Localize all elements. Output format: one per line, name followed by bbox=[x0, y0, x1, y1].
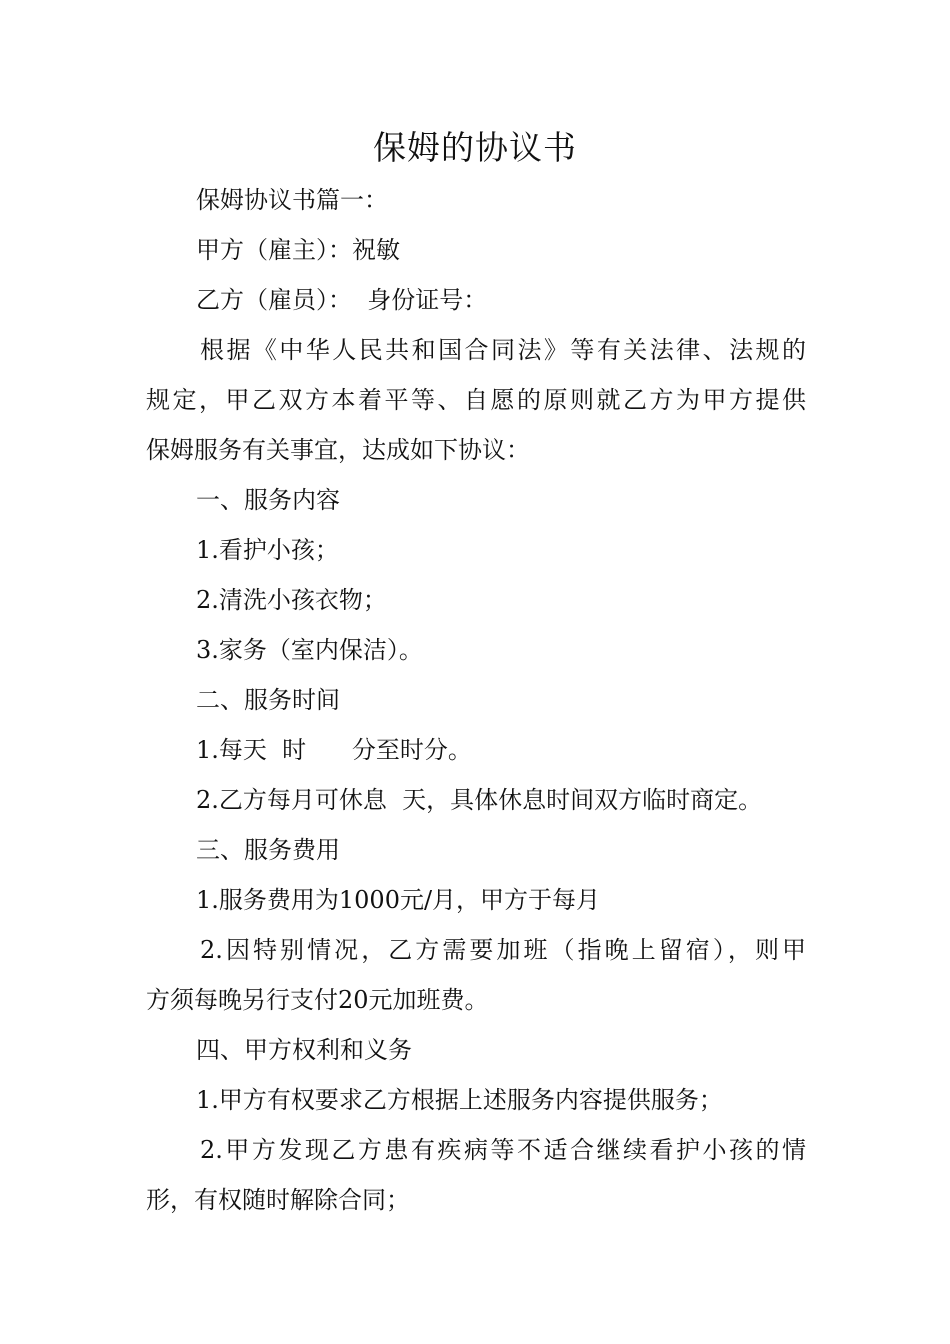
service-fee-item-1: 1.服务费用为1000元/月，甲方于每月 bbox=[196, 886, 601, 914]
service-content-item-2: 2.清洗小孩衣物； bbox=[196, 586, 387, 614]
section-heading-party-a-rights: 四、甲方权利和义务 bbox=[196, 1036, 412, 1064]
service-fee-item-2-line-2: 方须每晚另行支付20元加班费。 bbox=[146, 986, 489, 1014]
document-title: 保姆的协议书 bbox=[373, 128, 577, 167]
service-fee-item-2-line-1: 2.因特别情况，乙方需要加班（指晚上留宿），则甲 bbox=[200, 936, 806, 964]
party-a-rights-item-2-line-2: 形，有权随时解除合同； bbox=[146, 1186, 410, 1214]
section-heading-service-fee: 三、服务费用 bbox=[196, 836, 340, 864]
party-a-line: 甲方（雇主）：祝敏 bbox=[196, 236, 400, 264]
preamble-line-3: 保姆服务有关事宜，达成如下协议： bbox=[146, 436, 530, 464]
section-heading-service-content: 一、服务内容 bbox=[196, 486, 340, 514]
party-b-line: 乙方（雇员）： 身份证号： bbox=[196, 286, 488, 314]
service-content-item-1: 1.看护小孩； bbox=[196, 536, 339, 564]
preamble-line-1: 根据《中华人民共和国合同法》等有关法律、法规的 bbox=[200, 336, 806, 364]
section-heading-part-one: 保姆协议书篇一： bbox=[196, 186, 388, 214]
service-time-item-2: 2.乙方每月可休息 天，具体休息时间双方临时商定。 bbox=[196, 786, 763, 814]
service-content-item-3: 3.家务（室内保洁）。 bbox=[196, 636, 423, 664]
party-a-rights-item-2-line-1: 2.甲方发现乙方患有疾病等不适合继续看护小孩的情 bbox=[200, 1136, 806, 1164]
party-a-rights-item-1: 1.甲方有权要求乙方根据上述服务内容提供服务； bbox=[196, 1086, 723, 1114]
service-time-item-1: 1.每天 时 分至时分。 bbox=[196, 736, 472, 764]
section-heading-service-time: 二、服务时间 bbox=[196, 686, 340, 714]
preamble-line-2: 规定，甲乙双方本着平等、自愿的原则就乙方为甲方提供 bbox=[146, 386, 806, 414]
